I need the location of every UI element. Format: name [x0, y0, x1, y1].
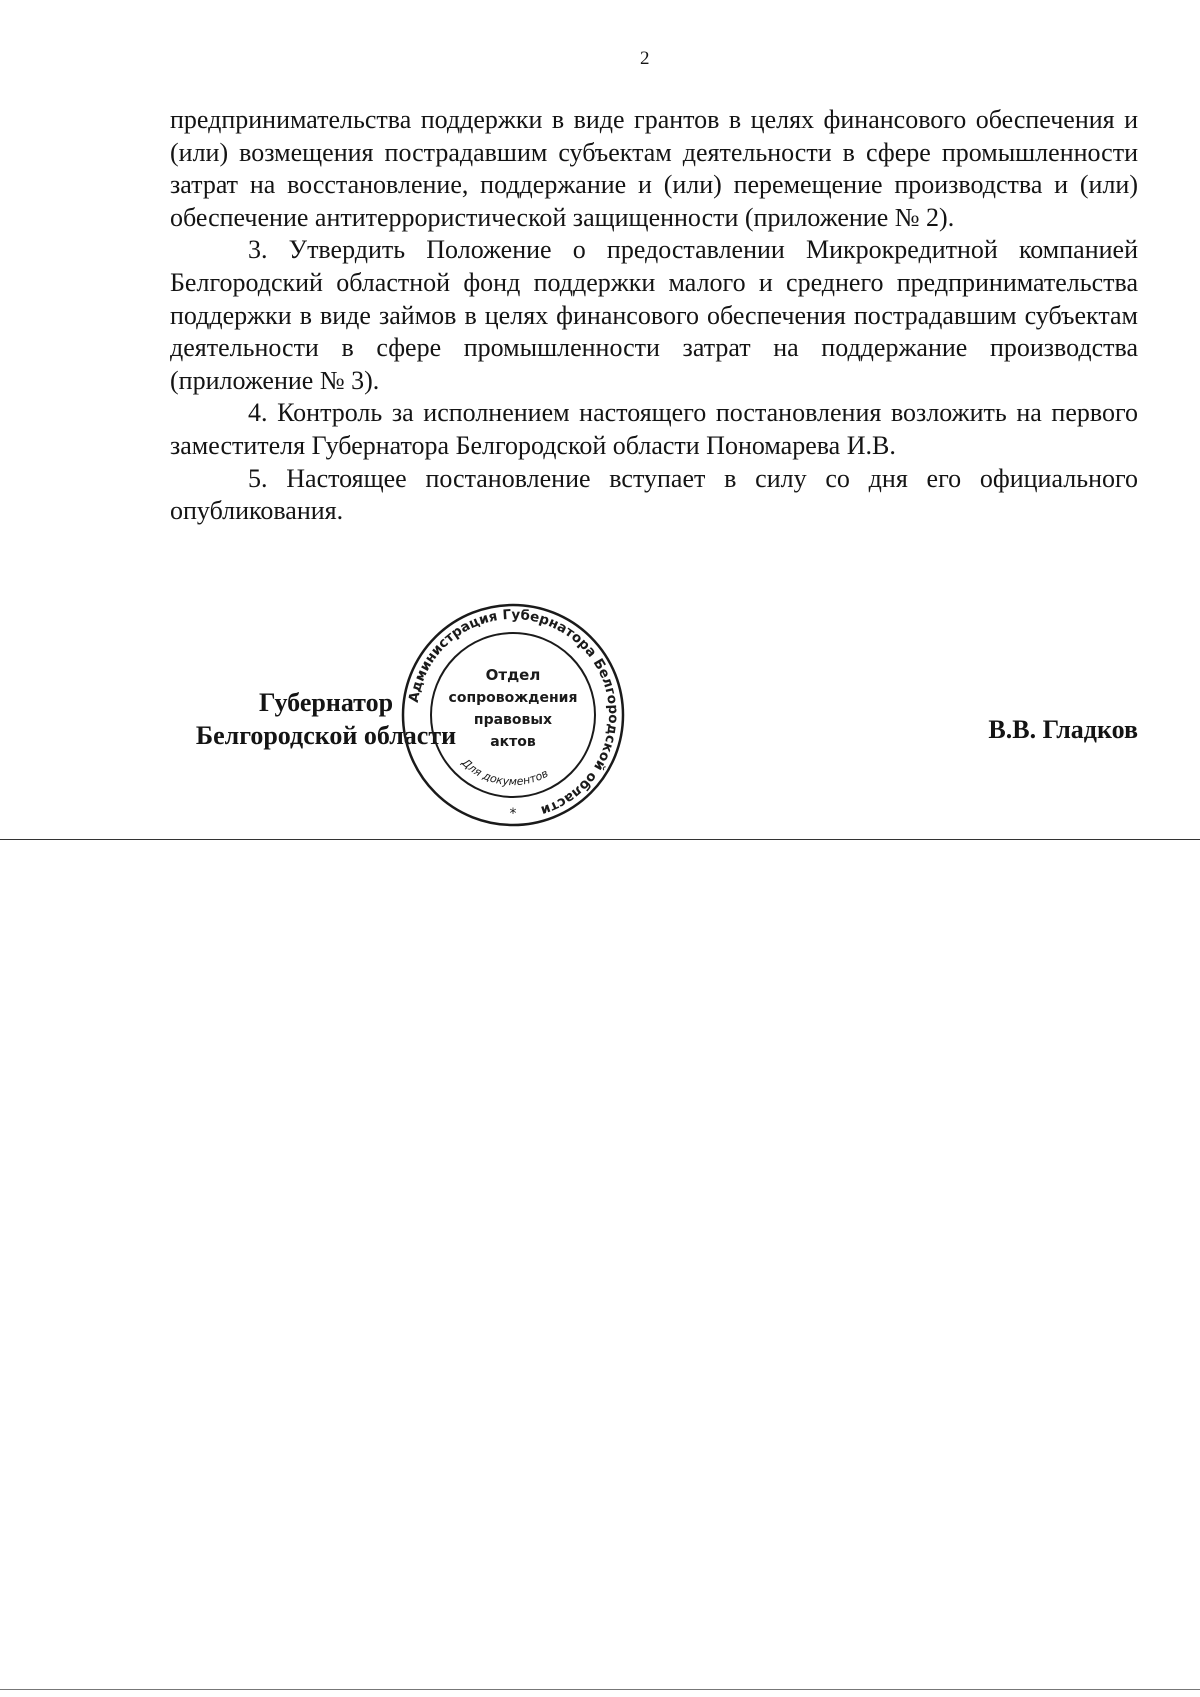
- stamp-star: *: [509, 806, 517, 822]
- stamp-center-line3: правовых: [473, 712, 553, 728]
- scan-artifact-line: [0, 839, 1200, 840]
- signatory-position-line2: Белгородской области: [195, 721, 457, 750]
- paragraph-2-continuation: предпринимательства поддержки в виде грантов в целях финансового обеспечения и (или) возмещения пострадавшим субъектам деятельности в сфере промышленности затрат на восстановление, поддержание и (или) перемещение производства и (или) обеспечение антитеррористической защищенности (приложение № 2).: [170, 105, 1138, 232]
- paragraph-3: 3. Утвердить Положение о предоставлении Микрокредитной компанией Белгородский областной фонд поддержки малого и среднего предпринимательства поддержки в виде займов в целях финансового обеспечения пострадавшим субъектам деятельности в сфере промышленности затрат на поддержание производства (приложение № 3).: [170, 235, 1138, 395]
- paragraph-5: 5. Настоящее постановление вступает в силу со дня его официального опубликования.: [170, 463, 1138, 526]
- stamp-outer-text: Администрация Губернатора Белгородской области: [405, 606, 622, 819]
- stamp-graphic: [398, 600, 628, 830]
- stamp-center-line4: актов: [490, 734, 536, 750]
- signatory-name: В.В. Гладков: [988, 715, 1138, 744]
- stamp-center-line1: Отдел: [485, 666, 541, 684]
- document-body: [170, 104, 1138, 528]
- page-number: 2: [640, 48, 650, 69]
- stamp-bottom-text: Для документов: [459, 755, 551, 789]
- signatory-position-line1: Губернатор: [258, 688, 394, 717]
- stamp-center-line2: сопровождения: [448, 690, 578, 706]
- paragraph-4: 4. Контроль за исполнением настоящего постановления возложить на первого заместителя Губернатора Белгородской области Пономарева И.В.: [170, 398, 1138, 460]
- official-stamp: [398, 600, 628, 830]
- scan-artifact-line: [0, 1689, 1200, 1690]
